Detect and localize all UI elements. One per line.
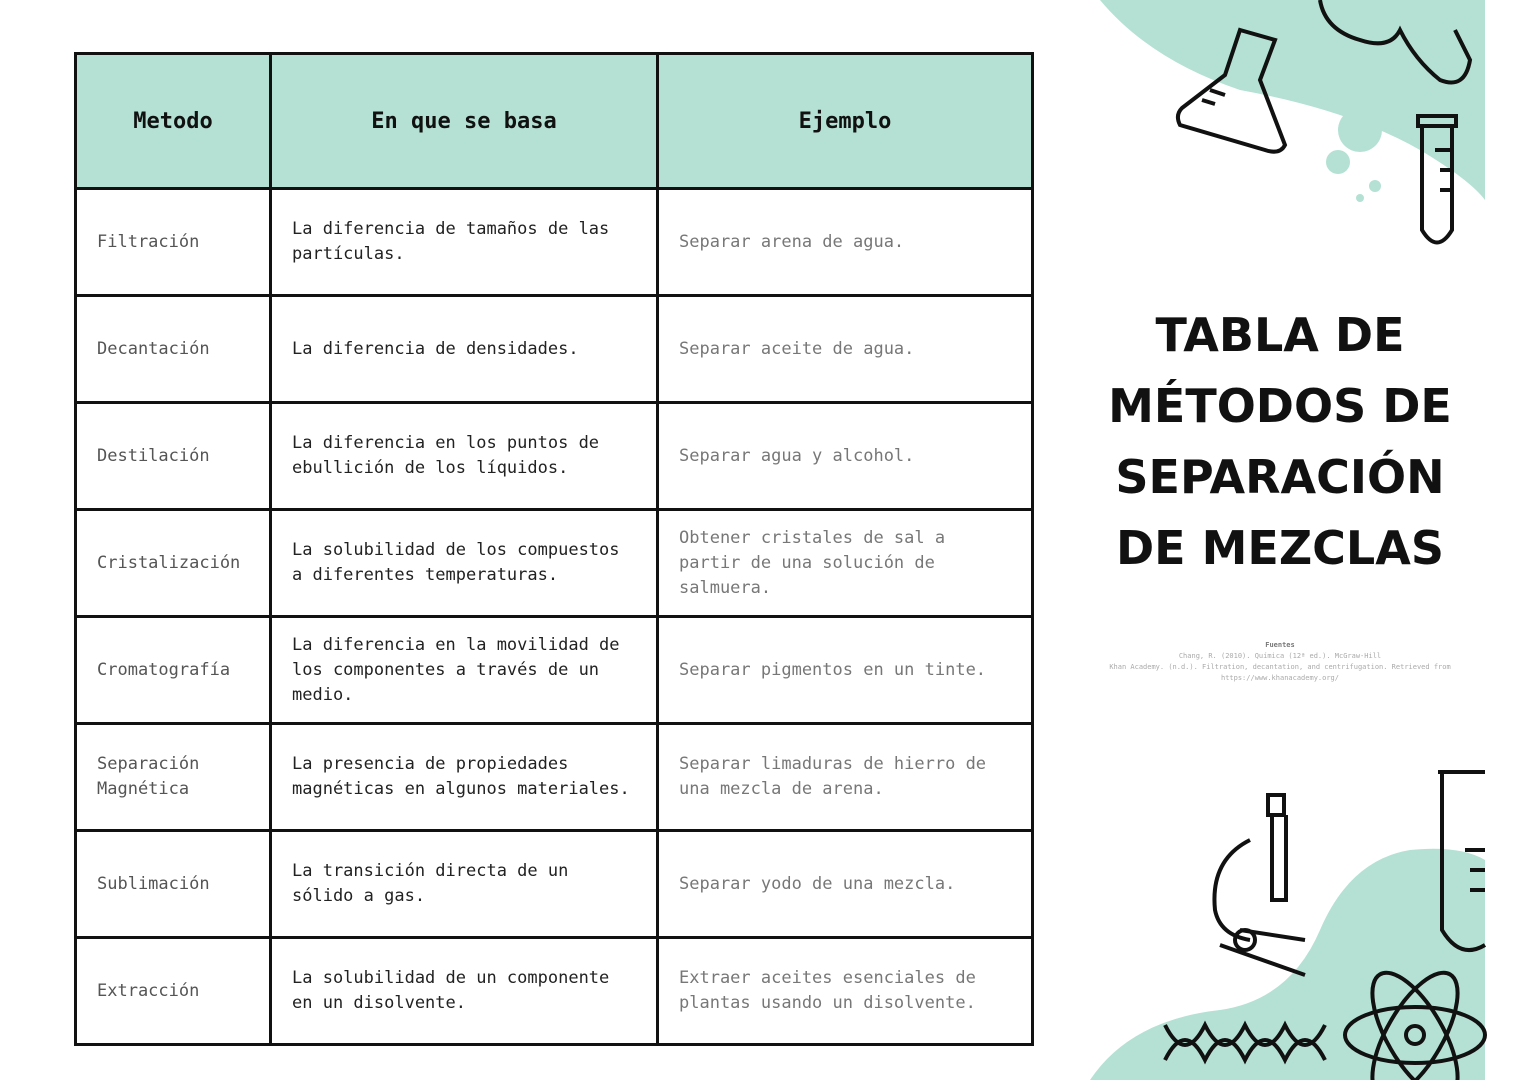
cell-example: Separar yodo de una mezcla. <box>658 831 1033 938</box>
header-example: Ejemplo <box>658 54 1033 189</box>
cell-example: Separar pigmentos en un tinte. <box>658 617 1033 724</box>
source-item: Chang, R. (2010). Química (12ª ed.). McGraw-Hill <box>1178 652 1382 660</box>
cell-example: Separar arena de agua. <box>658 189 1033 296</box>
sources-heading: Fuentes <box>1265 641 1295 649</box>
header-basis: En que se basa <box>271 54 658 189</box>
table-row <box>76 938 1033 1045</box>
cell-example: Separar agua y alcohol. <box>658 403 1033 510</box>
cell-example: Extraer aceites esenciales de plantas usando un disolvente. <box>658 938 1033 1045</box>
table-header-row <box>76 54 1033 189</box>
table-row <box>76 296 1033 403</box>
title-line: TABLA DE <box>1155 308 1405 362</box>
title-line: MÉTODOS DE <box>1108 379 1452 433</box>
cell-basis: La diferencia en la movilidad de los componentes a través de un medio. <box>271 617 658 724</box>
table-row <box>76 510 1033 617</box>
cell-method: Filtración <box>76 189 271 296</box>
cell-basis: La diferencia en los puntos de ebullición de los líquidos. <box>271 403 658 510</box>
title-line: DE MEZCLAS <box>1116 521 1444 575</box>
cell-basis: La diferencia de densidades. <box>271 296 658 403</box>
cell-method: Cristalización <box>76 510 271 617</box>
cell-example: Separar aceite de agua. <box>658 296 1033 403</box>
cell-method: Extracción <box>76 938 271 1045</box>
header-method: Metodo <box>76 54 271 189</box>
top-decoration <box>1090 0 1490 260</box>
table-row <box>76 403 1033 510</box>
sources <box>1105 640 1455 684</box>
source-item: Khan Academy. (n.d.). Filtration, decantation, and centrifugation. Retrieved from https://www.khanacademy.org/ <box>1109 663 1451 682</box>
cell-basis: La solubilidad de un componente en un disolvente. <box>271 938 658 1045</box>
cell-basis: La diferencia de tamaños de las partículas. <box>271 189 658 296</box>
cell-basis: La transición directa de un sólido a gas. <box>271 831 658 938</box>
table-row <box>76 189 1033 296</box>
microscope-icon <box>1214 795 1305 975</box>
table-row <box>76 617 1033 724</box>
title-line: SEPARACIÓN <box>1115 450 1445 504</box>
bottom-decoration <box>1090 760 1490 1080</box>
cell-basis: La presencia de propiedades magnéticas en algunos materiales. <box>271 724 658 831</box>
cell-method: Sublimación <box>76 831 271 938</box>
cell-method: Separación Magnética <box>76 724 271 831</box>
cell-method: Decantación <box>76 296 271 403</box>
cell-method: Destilación <box>76 403 271 510</box>
page-title <box>1075 300 1485 584</box>
separation-methods-table <box>74 52 1034 1046</box>
table-row <box>76 831 1033 938</box>
cell-example: Obtener cristales de sal a partir de una solución de salmuera. <box>658 510 1033 617</box>
cell-method: Cromatografía <box>76 617 271 724</box>
cell-example: Separar limaduras de hierro de una mezcla de arena. <box>658 724 1033 831</box>
table-row <box>76 724 1033 831</box>
cell-basis: La solubilidad de los compuestos a diferentes temperaturas. <box>271 510 658 617</box>
